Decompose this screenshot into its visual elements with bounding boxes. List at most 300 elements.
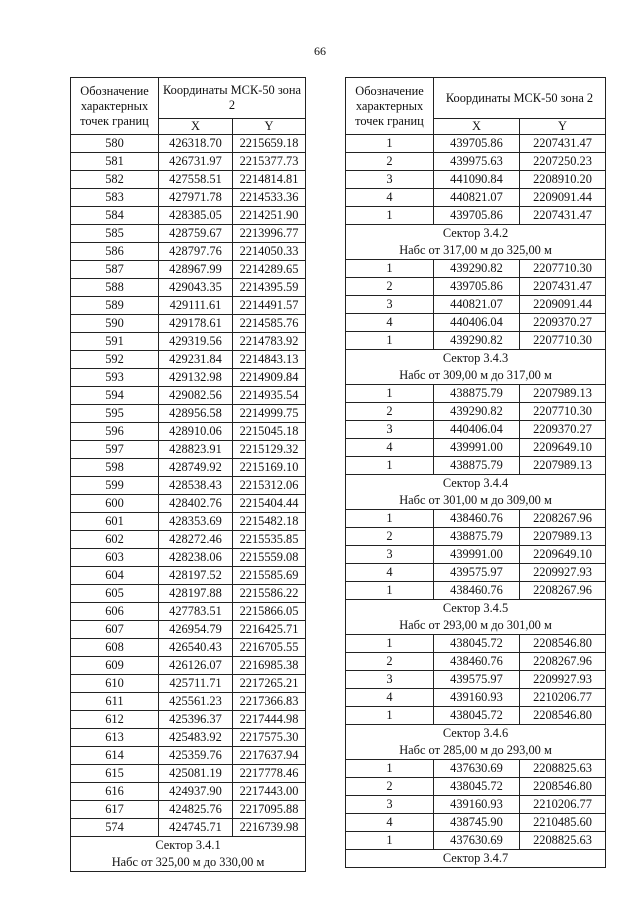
table-row bbox=[71, 243, 306, 261]
y-coordinate: 2215585.69 bbox=[233, 567, 306, 585]
y-coordinate: 2214050.33 bbox=[233, 243, 306, 261]
table-row bbox=[346, 296, 606, 314]
table-row bbox=[346, 135, 606, 153]
x-coordinate: 428749.92 bbox=[159, 459, 233, 477]
sector-height-range-row bbox=[346, 742, 606, 760]
x-coordinate: 440821.07 bbox=[434, 189, 520, 207]
y-coordinate: 2208910.20 bbox=[520, 171, 606, 189]
point-number: 598 bbox=[71, 459, 159, 477]
y-coordinate: 2214909.84 bbox=[233, 369, 306, 387]
x-coordinate: 438460.76 bbox=[434, 510, 520, 528]
table-row bbox=[346, 528, 606, 546]
y-coordinate: 2209927.93 bbox=[520, 564, 606, 582]
x-coordinate: 425561.23 bbox=[159, 693, 233, 711]
point-number: 1 bbox=[346, 457, 434, 475]
point-number: 590 bbox=[71, 315, 159, 333]
table-row bbox=[71, 513, 306, 531]
y-coordinate: 2208825.63 bbox=[520, 832, 606, 850]
y-coordinate: 2215586.22 bbox=[233, 585, 306, 603]
x-coordinate: 427558.51 bbox=[159, 171, 233, 189]
point-number: 586 bbox=[71, 243, 159, 261]
table-row bbox=[71, 603, 306, 621]
y-column-header: Y bbox=[233, 119, 306, 135]
table-row bbox=[346, 171, 606, 189]
y-coordinate: 2214533.36 bbox=[233, 189, 306, 207]
x-coordinate: 440406.04 bbox=[434, 314, 520, 332]
table-row bbox=[71, 369, 306, 387]
sector-title: Сектор 3.4.4 bbox=[346, 475, 606, 493]
point-number: 601 bbox=[71, 513, 159, 531]
y-coordinate: 2214395.59 bbox=[233, 279, 306, 297]
y-coordinate: 2214585.76 bbox=[233, 315, 306, 333]
point-number: 1 bbox=[346, 385, 434, 403]
point-number: 4 bbox=[346, 314, 434, 332]
point-number: 600 bbox=[71, 495, 159, 513]
sector-title-row bbox=[71, 837, 306, 855]
point-number: 3 bbox=[346, 296, 434, 314]
x-coordinate: 428759.67 bbox=[159, 225, 233, 243]
sector-title: Сектор 3.4.5 bbox=[346, 600, 606, 618]
table-row bbox=[71, 441, 306, 459]
y-coordinate: 2215535.85 bbox=[233, 531, 306, 549]
x-coordinate: 424937.90 bbox=[159, 783, 233, 801]
y-coordinate: 2207431.47 bbox=[520, 135, 606, 153]
point-number: 1 bbox=[346, 832, 434, 850]
y-coordinate: 2215866.05 bbox=[233, 603, 306, 621]
y-coordinate: 2208267.96 bbox=[520, 510, 606, 528]
x-coordinate: 428272.46 bbox=[159, 531, 233, 549]
point-number: 602 bbox=[71, 531, 159, 549]
table-row bbox=[346, 403, 606, 421]
table-row bbox=[71, 495, 306, 513]
table-row bbox=[346, 778, 606, 796]
point-number: 574 bbox=[71, 819, 159, 837]
x-coordinate: 425711.71 bbox=[159, 675, 233, 693]
table-row bbox=[346, 671, 606, 689]
y-coordinate: 2217444.98 bbox=[233, 711, 306, 729]
x-coordinate: 429111.61 bbox=[159, 297, 233, 315]
point-number: 588 bbox=[71, 279, 159, 297]
table-row bbox=[346, 564, 606, 582]
table-row bbox=[71, 675, 306, 693]
sector-height-range: Набс от 325,00 м до 330,00 м bbox=[71, 854, 306, 872]
x-coordinate: 429178.61 bbox=[159, 315, 233, 333]
point-number: 1 bbox=[346, 510, 434, 528]
table-row bbox=[71, 657, 306, 675]
x-coordinate: 439160.93 bbox=[434, 796, 520, 814]
point-number: 583 bbox=[71, 189, 159, 207]
x-coordinate: 439991.00 bbox=[434, 546, 520, 564]
table-row bbox=[71, 783, 306, 801]
y-coordinate: 2214843.13 bbox=[233, 351, 306, 369]
y-coordinate: 2217366.83 bbox=[233, 693, 306, 711]
y-coordinate: 2214783.92 bbox=[233, 333, 306, 351]
point-number: 4 bbox=[346, 189, 434, 207]
table-row bbox=[71, 711, 306, 729]
x-coordinate: 429082.56 bbox=[159, 387, 233, 405]
table-row bbox=[346, 689, 606, 707]
coordinates-header: Координаты МСК-50 зона 2 bbox=[434, 78, 606, 119]
table-row bbox=[346, 314, 606, 332]
table-row bbox=[71, 549, 306, 567]
table-row bbox=[346, 653, 606, 671]
y-coordinate: 2213996.77 bbox=[233, 225, 306, 243]
point-number: 3 bbox=[346, 796, 434, 814]
x-coordinate: 425396.37 bbox=[159, 711, 233, 729]
y-coordinate: 2216425.71 bbox=[233, 621, 306, 639]
x-coordinate: 439290.82 bbox=[434, 332, 520, 350]
table-row bbox=[71, 387, 306, 405]
x-coordinate: 424825.76 bbox=[159, 801, 233, 819]
x-coordinate: 439575.97 bbox=[434, 564, 520, 582]
point-number: 612 bbox=[71, 711, 159, 729]
sector-height-range: Набс от 293,00 м до 301,00 м bbox=[346, 617, 606, 635]
x-coordinate: 426540.43 bbox=[159, 639, 233, 657]
y-coordinate: 2207250.23 bbox=[520, 153, 606, 171]
sector-title: Сектор 3.4.7 bbox=[346, 850, 606, 868]
table-row bbox=[346, 260, 606, 278]
table-row bbox=[71, 135, 306, 153]
x-coordinate: 438045.72 bbox=[434, 778, 520, 796]
x-column-header: X bbox=[434, 119, 520, 135]
point-number: 599 bbox=[71, 477, 159, 495]
coordinates-table-left bbox=[70, 77, 306, 872]
x-coordinate: 439290.82 bbox=[434, 260, 520, 278]
table-row bbox=[71, 819, 306, 837]
table-header bbox=[71, 78, 306, 135]
x-coordinate: 439705.86 bbox=[434, 207, 520, 225]
table-row bbox=[346, 153, 606, 171]
point-number: 604 bbox=[71, 567, 159, 585]
point-number: 2 bbox=[346, 403, 434, 421]
table-row bbox=[346, 439, 606, 457]
sector-height-range-row bbox=[346, 492, 606, 510]
table-row bbox=[71, 531, 306, 549]
table-row bbox=[346, 582, 606, 600]
y-coordinate: 2208267.96 bbox=[520, 582, 606, 600]
table-row bbox=[71, 423, 306, 441]
table-row bbox=[71, 639, 306, 657]
y-coordinate: 2209649.10 bbox=[520, 439, 606, 457]
point-number: 3 bbox=[346, 546, 434, 564]
table-row bbox=[346, 832, 606, 850]
table-row bbox=[71, 333, 306, 351]
sector-title-row bbox=[346, 600, 606, 618]
table-row bbox=[71, 477, 306, 495]
y-coordinate: 2207989.13 bbox=[520, 528, 606, 546]
x-coordinate: 439290.82 bbox=[434, 403, 520, 421]
x-coordinate: 429132.98 bbox=[159, 369, 233, 387]
y-coordinate: 2207989.13 bbox=[520, 385, 606, 403]
x-coordinate: 428910.06 bbox=[159, 423, 233, 441]
table-row bbox=[346, 421, 606, 439]
y-coordinate: 2215129.32 bbox=[233, 441, 306, 459]
table-row bbox=[346, 278, 606, 296]
point-number: 3 bbox=[346, 171, 434, 189]
table-row bbox=[346, 207, 606, 225]
point-number: 4 bbox=[346, 439, 434, 457]
point-number: 1 bbox=[346, 635, 434, 653]
y-coordinate: 2209091.44 bbox=[520, 189, 606, 207]
y-coordinate: 2214999.75 bbox=[233, 405, 306, 423]
table-row bbox=[71, 567, 306, 585]
point-number: 585 bbox=[71, 225, 159, 243]
sector-height-range: Набс от 301,00 м до 309,00 м bbox=[346, 492, 606, 510]
y-coordinate: 2215559.08 bbox=[233, 549, 306, 567]
point-number: 591 bbox=[71, 333, 159, 351]
table-row bbox=[71, 189, 306, 207]
coordinates-header: Координаты МСК-50 зона 2 bbox=[159, 78, 306, 119]
sector-title-row bbox=[346, 850, 606, 868]
table-row bbox=[346, 546, 606, 564]
y-coordinate: 2207431.47 bbox=[520, 207, 606, 225]
point-number: 606 bbox=[71, 603, 159, 621]
table-row bbox=[71, 351, 306, 369]
y-coordinate: 2217637.94 bbox=[233, 747, 306, 765]
y-coordinate: 2207710.30 bbox=[520, 332, 606, 350]
table-row bbox=[346, 635, 606, 653]
x-coordinate: 428956.58 bbox=[159, 405, 233, 423]
x-coordinate: 438045.72 bbox=[434, 707, 520, 725]
x-coordinate: 428538.43 bbox=[159, 477, 233, 495]
y-coordinate: 2208825.63 bbox=[520, 760, 606, 778]
point-number: 611 bbox=[71, 693, 159, 711]
x-coordinate: 428197.88 bbox=[159, 585, 233, 603]
x-coordinate: 428967.99 bbox=[159, 261, 233, 279]
x-coordinate: 438875.79 bbox=[434, 457, 520, 475]
x-coordinate: 438745.90 bbox=[434, 814, 520, 832]
sector-title: Сектор 3.4.1 bbox=[71, 837, 306, 855]
point-number: 582 bbox=[71, 171, 159, 189]
y-coordinate: 2217265.21 bbox=[233, 675, 306, 693]
table-row bbox=[71, 225, 306, 243]
point-number: 617 bbox=[71, 801, 159, 819]
x-coordinate: 426731.97 bbox=[159, 153, 233, 171]
point-number: 2 bbox=[346, 528, 434, 546]
point-number: 1 bbox=[346, 135, 434, 153]
point-number: 610 bbox=[71, 675, 159, 693]
x-coordinate: 426318.70 bbox=[159, 135, 233, 153]
table-row bbox=[71, 693, 306, 711]
y-coordinate: 2207431.47 bbox=[520, 278, 606, 296]
y-coordinate: 2209649.10 bbox=[520, 546, 606, 564]
y-coordinate: 2208546.80 bbox=[520, 778, 606, 796]
table-row bbox=[346, 385, 606, 403]
y-coordinate: 2214289.65 bbox=[233, 261, 306, 279]
point-number: 609 bbox=[71, 657, 159, 675]
table-row bbox=[346, 457, 606, 475]
table-row bbox=[346, 189, 606, 207]
x-coordinate: 438045.72 bbox=[434, 635, 520, 653]
x-coordinate: 438460.76 bbox=[434, 582, 520, 600]
sector-height-range-row bbox=[346, 617, 606, 635]
sector-height-range-row bbox=[346, 367, 606, 385]
y-coordinate: 2207710.30 bbox=[520, 260, 606, 278]
table-row bbox=[71, 405, 306, 423]
y-coordinate: 2207710.30 bbox=[520, 403, 606, 421]
point-number: 596 bbox=[71, 423, 159, 441]
sector-height-range-row bbox=[346, 242, 606, 260]
point-number: 608 bbox=[71, 639, 159, 657]
y-coordinate: 2217575.30 bbox=[233, 729, 306, 747]
table-header bbox=[346, 78, 606, 135]
y-coordinate: 2214814.81 bbox=[233, 171, 306, 189]
x-coordinate: 426954.79 bbox=[159, 621, 233, 639]
x-coordinate: 439975.63 bbox=[434, 153, 520, 171]
point-number: 4 bbox=[346, 814, 434, 832]
y-coordinate: 2215169.10 bbox=[233, 459, 306, 477]
sector-height-range-row bbox=[71, 854, 306, 872]
point-number: 3 bbox=[346, 671, 434, 689]
point-number: 584 bbox=[71, 207, 159, 225]
point-number: 1 bbox=[346, 260, 434, 278]
table-row bbox=[71, 765, 306, 783]
y-coordinate: 2209370.27 bbox=[520, 314, 606, 332]
point-number: 4 bbox=[346, 564, 434, 582]
y-coordinate: 2217095.88 bbox=[233, 801, 306, 819]
x-coordinate: 425081.19 bbox=[159, 765, 233, 783]
point-number: 603 bbox=[71, 549, 159, 567]
y-coordinate: 2210206.77 bbox=[520, 689, 606, 707]
table-row bbox=[71, 459, 306, 477]
x-coordinate: 439705.86 bbox=[434, 135, 520, 153]
table-row bbox=[71, 621, 306, 639]
y-coordinate: 2210206.77 bbox=[520, 796, 606, 814]
point-number: 587 bbox=[71, 261, 159, 279]
y-coordinate: 2208267.96 bbox=[520, 653, 606, 671]
point-number: 581 bbox=[71, 153, 159, 171]
y-coordinate: 2217778.46 bbox=[233, 765, 306, 783]
y-coordinate: 2214935.54 bbox=[233, 387, 306, 405]
x-coordinate: 440821.07 bbox=[434, 296, 520, 314]
x-coordinate: 429319.56 bbox=[159, 333, 233, 351]
y-coordinate: 2209927.93 bbox=[520, 671, 606, 689]
points-label-header: Обозначение характерных точек границ bbox=[71, 78, 159, 135]
sector-height-range: Набс от 285,00 м до 293,00 м bbox=[346, 742, 606, 760]
y-coordinate: 2216705.55 bbox=[233, 639, 306, 657]
table-row bbox=[346, 510, 606, 528]
x-coordinate: 427971.78 bbox=[159, 189, 233, 207]
sector-title: Сектор 3.4.3 bbox=[346, 350, 606, 368]
table-row bbox=[71, 801, 306, 819]
table-row bbox=[71, 747, 306, 765]
x-coordinate: 428197.52 bbox=[159, 567, 233, 585]
x-coordinate: 428797.76 bbox=[159, 243, 233, 261]
point-number: 1 bbox=[346, 707, 434, 725]
x-coordinate: 439160.93 bbox=[434, 689, 520, 707]
sector-title: Сектор 3.4.2 bbox=[346, 225, 606, 243]
y-coordinate: 2210485.60 bbox=[520, 814, 606, 832]
table-row bbox=[71, 585, 306, 603]
point-number: 595 bbox=[71, 405, 159, 423]
point-number: 616 bbox=[71, 783, 159, 801]
x-coordinate: 440406.04 bbox=[434, 421, 520, 439]
x-coordinate: 438875.79 bbox=[434, 385, 520, 403]
y-coordinate: 2207989.13 bbox=[520, 457, 606, 475]
point-number: 589 bbox=[71, 297, 159, 315]
x-coordinate: 428402.76 bbox=[159, 495, 233, 513]
x-coordinate: 428238.06 bbox=[159, 549, 233, 567]
y-coordinate: 2216739.98 bbox=[233, 819, 306, 837]
point-number: 592 bbox=[71, 351, 159, 369]
table-row bbox=[346, 332, 606, 350]
x-coordinate: 439705.86 bbox=[434, 278, 520, 296]
point-number: 2 bbox=[346, 653, 434, 671]
x-coordinate: 424745.71 bbox=[159, 819, 233, 837]
x-coordinate: 438875.79 bbox=[434, 528, 520, 546]
coordinates-table-right bbox=[345, 77, 606, 868]
sector-title-row bbox=[346, 475, 606, 493]
table-row bbox=[71, 315, 306, 333]
x-coordinate: 426126.07 bbox=[159, 657, 233, 675]
x-coordinate: 437630.69 bbox=[434, 832, 520, 850]
y-column-header: Y bbox=[520, 119, 606, 135]
y-coordinate: 2215659.18 bbox=[233, 135, 306, 153]
page-number: 66 bbox=[314, 44, 326, 58]
table-row bbox=[346, 707, 606, 725]
y-coordinate: 2214491.57 bbox=[233, 297, 306, 315]
y-coordinate: 2215404.44 bbox=[233, 495, 306, 513]
y-coordinate: 2215482.18 bbox=[233, 513, 306, 531]
x-coordinate: 439575.97 bbox=[434, 671, 520, 689]
y-coordinate: 2209370.27 bbox=[520, 421, 606, 439]
x-coordinate: 427783.51 bbox=[159, 603, 233, 621]
y-coordinate: 2208546.80 bbox=[520, 635, 606, 653]
table-row bbox=[71, 261, 306, 279]
table-row bbox=[71, 729, 306, 747]
sector-title: Сектор 3.4.6 bbox=[346, 725, 606, 743]
x-coordinate: 428823.91 bbox=[159, 441, 233, 459]
x-coordinate: 425359.76 bbox=[159, 747, 233, 765]
x-coordinate: 425483.92 bbox=[159, 729, 233, 747]
sector-title-row bbox=[346, 225, 606, 243]
left-table-body bbox=[71, 135, 306, 872]
x-column-header: X bbox=[159, 119, 233, 135]
table-row bbox=[71, 297, 306, 315]
table-row bbox=[346, 814, 606, 832]
x-coordinate: 429231.84 bbox=[159, 351, 233, 369]
y-coordinate: 2214251.90 bbox=[233, 207, 306, 225]
y-coordinate: 2217443.00 bbox=[233, 783, 306, 801]
point-number: 613 bbox=[71, 729, 159, 747]
point-number: 597 bbox=[71, 441, 159, 459]
point-number: 2 bbox=[346, 153, 434, 171]
point-number: 615 bbox=[71, 765, 159, 783]
point-number: 1 bbox=[346, 582, 434, 600]
point-number: 2 bbox=[346, 278, 434, 296]
sector-title-row bbox=[346, 350, 606, 368]
y-coordinate: 2215377.73 bbox=[233, 153, 306, 171]
y-coordinate: 2208546.80 bbox=[520, 707, 606, 725]
point-number: 594 bbox=[71, 387, 159, 405]
point-number: 4 bbox=[346, 689, 434, 707]
x-coordinate: 438460.76 bbox=[434, 653, 520, 671]
point-number: 1 bbox=[346, 207, 434, 225]
point-number: 614 bbox=[71, 747, 159, 765]
table-row bbox=[346, 760, 606, 778]
x-coordinate: 441090.84 bbox=[434, 171, 520, 189]
point-number: 1 bbox=[346, 760, 434, 778]
y-coordinate: 2216985.38 bbox=[233, 657, 306, 675]
table-row bbox=[71, 279, 306, 297]
point-number: 593 bbox=[71, 369, 159, 387]
point-number: 3 bbox=[346, 421, 434, 439]
sector-title-row bbox=[346, 725, 606, 743]
y-coordinate: 2215312.06 bbox=[233, 477, 306, 495]
y-coordinate: 2215045.18 bbox=[233, 423, 306, 441]
table-row bbox=[71, 153, 306, 171]
x-coordinate: 428353.69 bbox=[159, 513, 233, 531]
